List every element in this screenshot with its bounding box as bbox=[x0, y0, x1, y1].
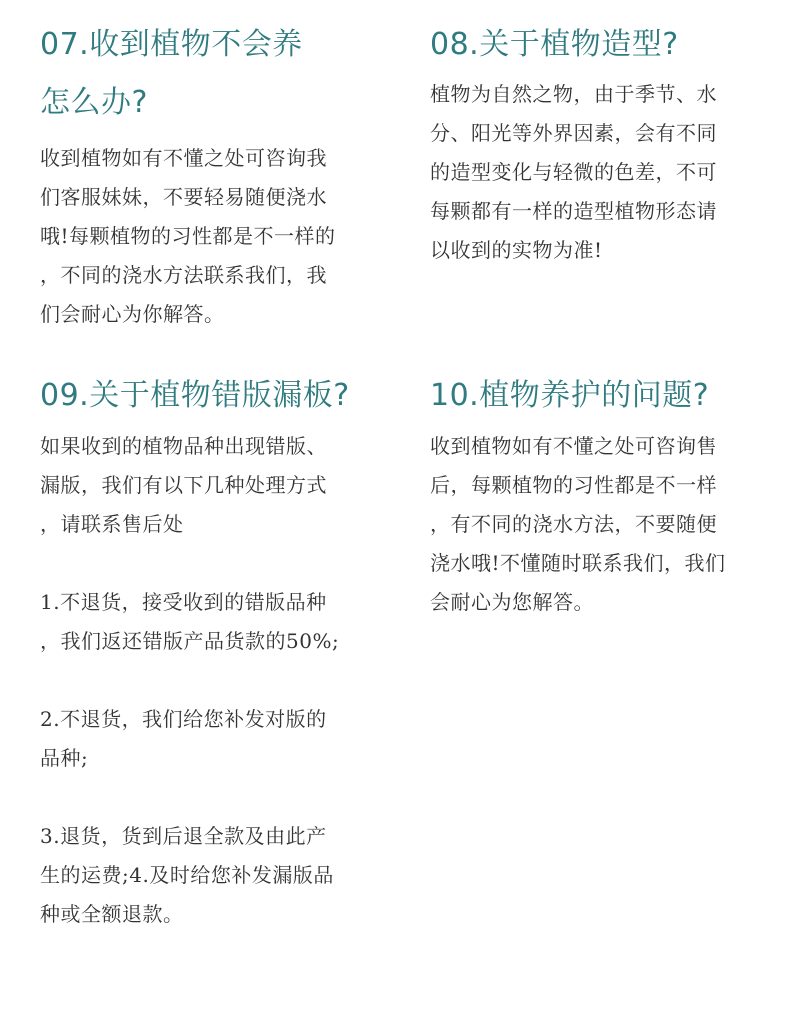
faq-section-08 bbox=[430, 16, 775, 270]
faq-title-line: 07.收到植物不会养 bbox=[40, 27, 303, 62]
faq-body bbox=[40, 139, 385, 334]
faq-body-line: 后，每颗植物的习性都是不一样 bbox=[430, 473, 717, 497]
faq-title: 09.关于植物错版漏板? bbox=[40, 378, 350, 413]
faq-body bbox=[430, 75, 775, 270]
paragraph-gap bbox=[40, 544, 385, 583]
faq-section-10 bbox=[430, 367, 775, 622]
faq-intro-line: 漏版，我们有以下几种处理方式 bbox=[40, 473, 327, 497]
faq-body-line: 每颗都有一样的造型植物形态请 bbox=[430, 199, 717, 223]
faq-body-line: 浇水哦!不懂随时联系我们，我们 bbox=[430, 551, 726, 575]
faq-body-line: 会耐心为您解答。 bbox=[430, 590, 594, 614]
faq-body bbox=[40, 427, 385, 934]
paragraph-gap bbox=[40, 661, 385, 700]
faq-body-line: 们会耐心为你解答。 bbox=[40, 302, 225, 326]
faq-body-line: 植物为自然之物，由于季节、水 bbox=[430, 82, 717, 106]
faq-title: 10.植物养护的问题? bbox=[430, 378, 710, 413]
faq-body bbox=[430, 427, 775, 622]
faq-intro-line: 如果收到的植物品种出现错版、 bbox=[40, 434, 327, 458]
faq-section-07 bbox=[40, 16, 385, 334]
faq-option-line: 2.不退货，我们给您补发对版的 bbox=[40, 707, 327, 731]
faq-body-line: 分、阳光等外界因素，会有不同 bbox=[430, 121, 717, 145]
faq-body-line: 收到植物如有不懂之处可咨询售 bbox=[430, 434, 717, 458]
faq-option-line: 品种; bbox=[40, 746, 89, 770]
faq-body-line: ，不同的浇水方法联系我们，我 bbox=[40, 263, 327, 287]
faq-body-line: ，有不同的浇水方法，不要随便 bbox=[430, 512, 717, 536]
faq-body-line: 们客服妹妹，不要轻易随便浇水 bbox=[40, 185, 327, 209]
faq-body-line: 收到植物如有不懂之处可咨询我 bbox=[40, 146, 327, 170]
faq-option-line: ，我们返还错版产品货款的50%; bbox=[40, 629, 340, 653]
faq-title bbox=[40, 16, 385, 132]
faq-body-line: 以收到的实物为准! bbox=[430, 238, 603, 262]
paragraph-gap bbox=[40, 778, 385, 817]
faq-option-line: 1.不退货，接受收到的错版品种 bbox=[40, 590, 327, 614]
faq-section-09 bbox=[40, 367, 385, 934]
faq-option-line: 种或全额退款。 bbox=[40, 902, 184, 926]
faq-title: 08.关于植物造型? bbox=[430, 27, 679, 62]
faq-title-line: 怎么办? bbox=[40, 85, 148, 120]
faq-intro-line: ，请联系售后处 bbox=[40, 512, 184, 536]
faq-option-line: 3.退货，货到后退全款及由此产 bbox=[40, 824, 327, 848]
faq-option-line: 生的运费;4.及时给您补发漏版品 bbox=[40, 863, 334, 887]
faq-body-line: 哦!每颗植物的习性都是不一样的 bbox=[40, 224, 336, 248]
faq-body-line: 的造型变化与轻微的色差，不可 bbox=[430, 160, 717, 184]
